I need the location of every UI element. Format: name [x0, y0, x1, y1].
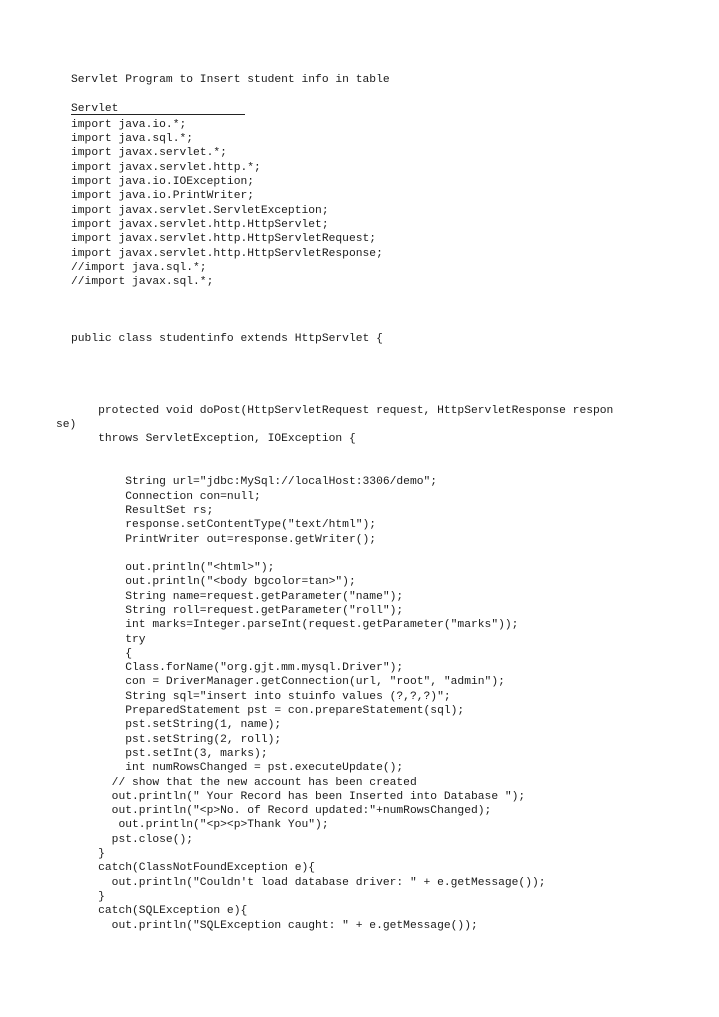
code-line: catch(SQLException e){ [71, 905, 248, 918]
document-title: Servlet Program to Insert student info in table [71, 74, 390, 86]
code-line: con = DriverManager.getConnection(url, "root", "admin"); [71, 676, 505, 689]
code-line: import java.io.PrintWriter; [71, 190, 255, 203]
code-line: String roll=request.getParameter("roll"); [71, 604, 404, 617]
blank-line [71, 87, 613, 101]
code-line [71, 547, 613, 561]
code-line [71, 318, 613, 332]
code-line [71, 447, 613, 461]
code-line: out.println("Couldn't load database driver: " + e.getMessage()); [71, 876, 546, 889]
code-line: Connection con=null; [71, 490, 261, 503]
code-line: import javax.servlet.ServletException; [71, 204, 329, 217]
code-line: pst.setString(1, name); [71, 719, 282, 732]
code-line: Class.forName("org.gjt.mm.mysql.Driver"); [71, 662, 404, 675]
code-line: import javax.servlet.http.HttpServlet; [71, 218, 329, 231]
code-line: se) [56, 419, 77, 432]
code-line: PreparedStatement pst = con.prepareStatement(sql); [71, 705, 465, 718]
code-line: pst.close(); [71, 833, 194, 846]
code-line: //import javax.sql.*; [71, 276, 214, 289]
code-line [71, 390, 613, 404]
code-line: throws ServletException, IOException { [71, 433, 356, 446]
code-line: import java.sql.*; [71, 133, 194, 146]
code-line: out.println("<p>No. of Record updated:"+numRowsChanged); [71, 805, 492, 818]
code-line: //import java.sql.*; [71, 261, 207, 274]
code-line [71, 347, 613, 361]
code-lines [56, 118, 614, 933]
code-line: catch(ClassNotFoundException e){ [71, 862, 316, 875]
code-line: import javax.servlet.http.HttpServletRequest; [71, 233, 377, 246]
code-line: String name=request.getParameter("name"); [71, 590, 404, 603]
code-listing [56, 73, 614, 933]
code-line: String sql="insert into stuinfo values (?,?,?)"; [71, 690, 451, 703]
code-line: int marks=Integer.parseInt(request.getParameter("marks")); [71, 619, 519, 632]
code-line: out.println("<p><p>Thank You"); [71, 819, 329, 832]
code-line: String url="jdbc:MySql://localHost:3306/demo"; [71, 476, 438, 489]
code-line: import java.io.IOException; [71, 176, 255, 189]
code-line [71, 375, 613, 389]
code-line [71, 304, 613, 318]
code-line: PrintWriter out=response.getWriter(); [71, 533, 377, 546]
code-line: out.println("SQLException caught: " + e.getMessage()); [71, 919, 478, 932]
code-line: response.setContentType("text/html"); [71, 519, 377, 532]
code-line [71, 289, 613, 303]
code-line: // show that the new account has been created [71, 776, 417, 789]
code-line: { [71, 647, 133, 660]
code-line: out.println("<body bgcolor=tan>"); [71, 576, 356, 589]
code-line: out.println(" Your Record has been Inserted into Database "); [71, 790, 526, 803]
code-line: import javax.servlet.http.*; [71, 161, 261, 174]
code-line: import java.io.*; [71, 118, 187, 131]
code-line: ResultSet rs; [71, 504, 214, 517]
section-label: Servlet [71, 102, 119, 115]
code-line: try [71, 633, 146, 646]
code-line: import javax.servlet.http.HttpServletResponse; [71, 247, 383, 260]
code-line: import javax.servlet.*; [71, 147, 227, 160]
code-line: protected void doPost(HttpServletRequest request, HttpServletResponse respon [71, 404, 614, 417]
code-line: out.println("<html>"); [71, 562, 275, 575]
code-line: public class studentinfo extends HttpServlet { [71, 333, 383, 346]
code-line: pst.setString(2, roll); [71, 733, 282, 746]
code-line: pst.setInt(3, marks); [71, 747, 268, 760]
code-line: int numRowsChanged = pst.executeUpdate(); [71, 762, 404, 775]
code-line [71, 461, 613, 475]
code-line: } [71, 890, 105, 903]
code-line [71, 361, 613, 375]
code-line: } [71, 848, 105, 861]
